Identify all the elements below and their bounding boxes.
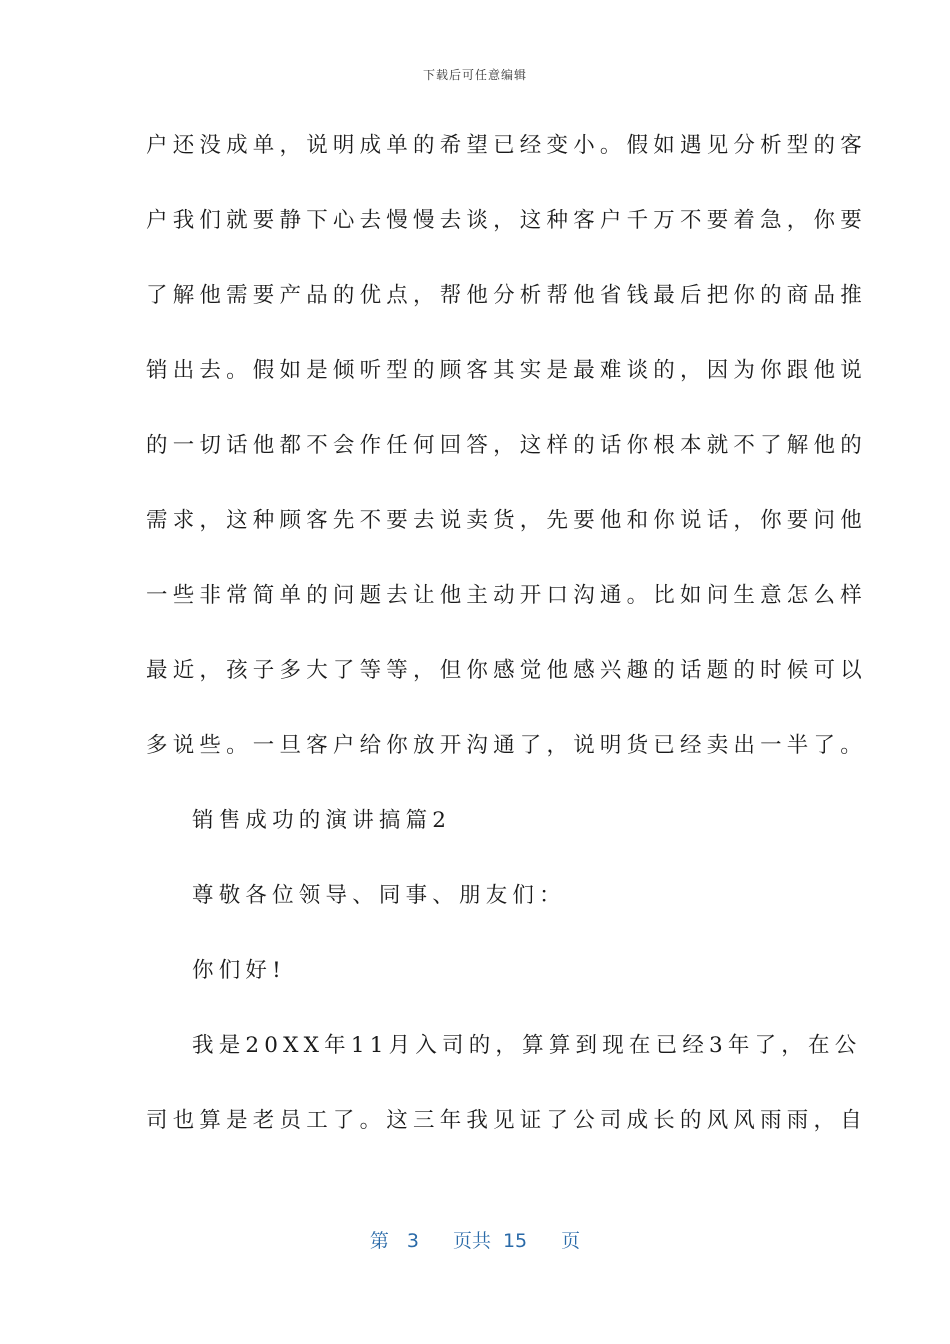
page-label-suffix: 页 bbox=[561, 1230, 581, 1252]
paragraph-line: 了解他需要产品的优点，帮他分析帮他省钱最后把你的商品推 bbox=[146, 283, 867, 308]
salutation: 尊敬各位领导、同事、朋友们： bbox=[192, 883, 566, 908]
paragraph-line: 我是20XX年11月入司的，算算到现在已经3年了，在公 bbox=[192, 1033, 862, 1058]
paragraph-line: 司也算是老员工了。这三年我见证了公司成长的风风雨雨，自 bbox=[146, 1108, 867, 1133]
section-heading: 销售成功的演讲搞篇2 bbox=[192, 808, 452, 833]
page-footer bbox=[0, 1226, 950, 1253]
current-page-number: 3 bbox=[406, 1230, 419, 1252]
total-pages-number: 15 bbox=[502, 1230, 528, 1252]
paragraph-line: 最近，孩子多大了等等，但你感觉他感兴趣的话题的时候可以 bbox=[146, 658, 867, 683]
paragraph-line: 一些非常简单的问题去让他主动开口沟通。比如问生意怎么样 bbox=[146, 583, 867, 608]
paragraph-line: 的一切话他都不会作任何回答，这样的话你根本就不了解他的 bbox=[146, 433, 867, 458]
document-body bbox=[146, 120, 867, 1170]
page-label-mid: 页共 bbox=[452, 1230, 491, 1252]
greeting: 你们好! bbox=[192, 958, 286, 983]
paragraph-line: 需求，这种顾客先不要去说卖货，先要他和你说话，你要问他 bbox=[146, 508, 867, 533]
paragraph-line: 多说些。一旦客户给你放开沟通了，说明货已经卖出一半了。 bbox=[146, 733, 867, 758]
paragraph-line: 销出去。假如是倾听型的顾客其实是最难谈的，因为你跟他说 bbox=[146, 358, 867, 383]
paragraph-line: 户我们就要静下心去慢慢去谈，这种客户千万不要着急，你要 bbox=[146, 208, 867, 233]
paragraph-line: 户还没成单，说明成单的希望已经变小。假如遇见分析型的客 bbox=[146, 133, 867, 158]
page-label-prefix: 第 bbox=[369, 1230, 389, 1252]
page-header: 下载后可任意编辑 bbox=[422, 68, 527, 82]
